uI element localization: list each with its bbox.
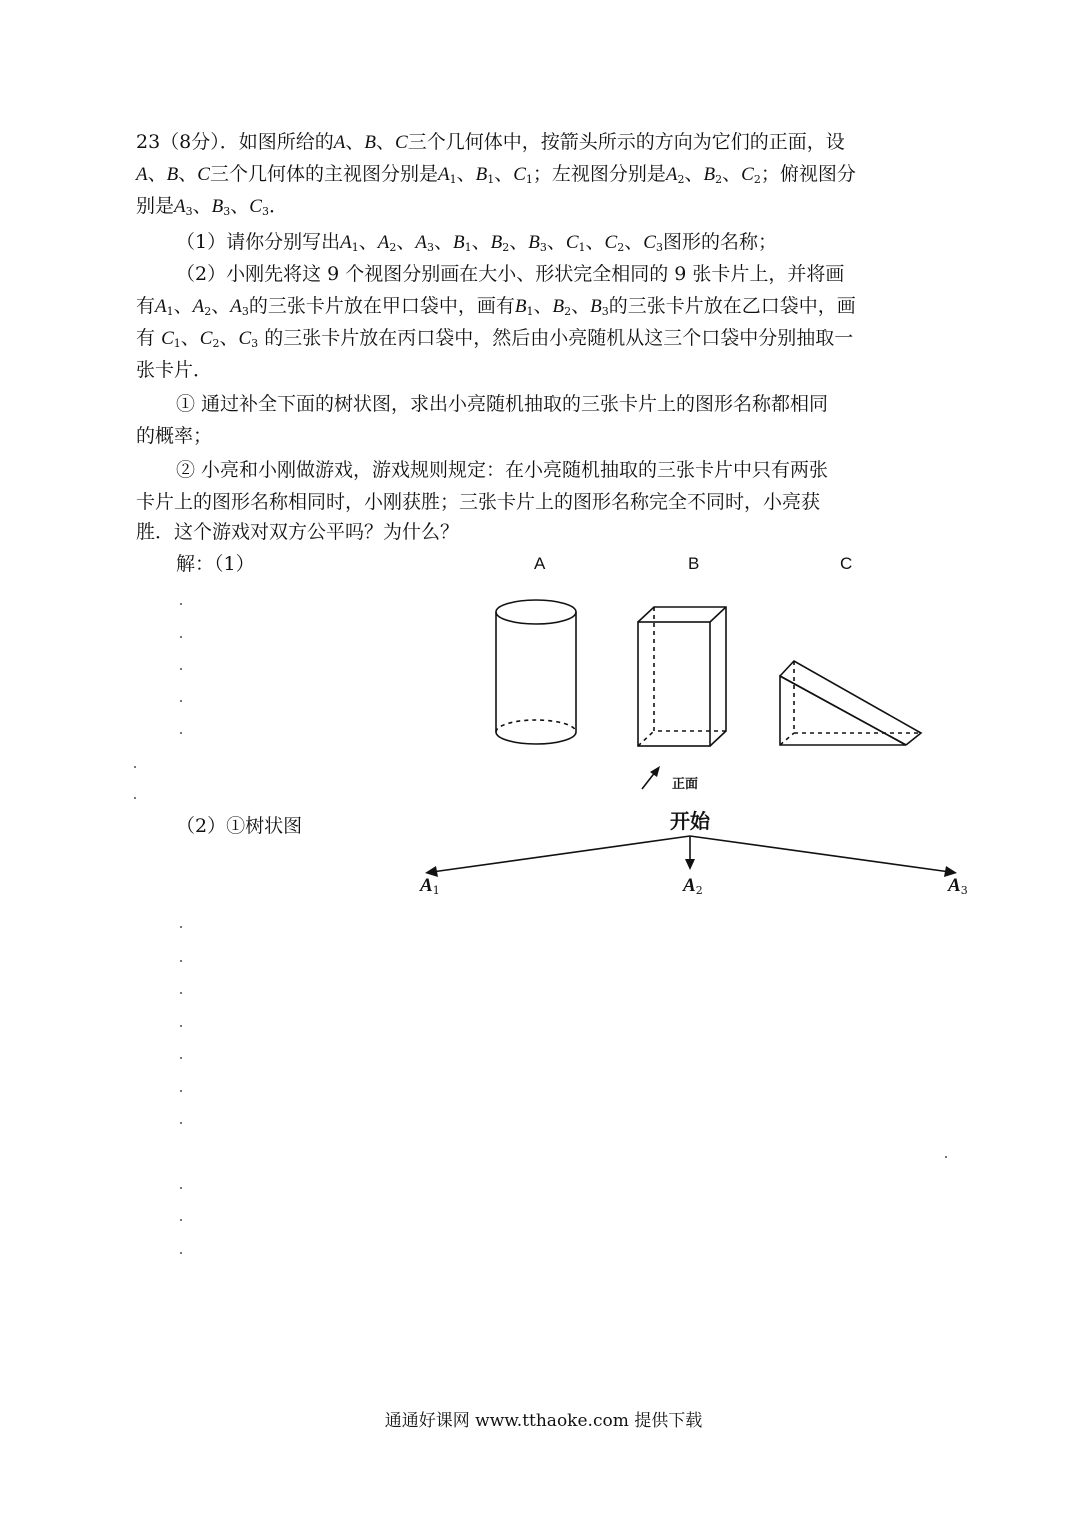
- letter: C: [199, 328, 213, 349]
- text: 张卡片．: [136, 359, 213, 381]
- node-letter: A: [948, 875, 961, 896]
- speck: [180, 1025, 182, 1027]
- letter: B: [452, 232, 465, 253]
- letter: A: [415, 232, 427, 253]
- page-footer: 通通好课网 www.tthaoke.com 提供下载: [384, 1411, 703, 1431]
- text: 解：（1）: [176, 553, 255, 575]
- speck: [180, 700, 182, 702]
- question-2-line-2: 有$A_1$、$A_2$、$A_3$的三张卡片放在甲口袋中，画有$B_1$、$B_2$、$B_3$的三张卡片放在乙口袋中，画: [136, 295, 856, 318]
- speck: [180, 960, 182, 962]
- text: ；俯视图分: [760, 163, 856, 185]
- text: 的三张卡片放在甲口袋中，画有: [248, 295, 515, 317]
- letter: C: [161, 328, 174, 349]
- speck: [134, 766, 136, 768]
- tree-node-a2: [683, 874, 703, 897]
- speck: [180, 636, 182, 638]
- letter: C: [249, 196, 262, 217]
- text: 胜．这个游戏对双方公平吗？为什么？: [136, 521, 460, 543]
- prism-shape: [638, 607, 726, 746]
- letter: A: [377, 232, 390, 253]
- letter: C: [741, 164, 754, 185]
- speck: [180, 1187, 182, 1189]
- problem-line-2: A、B、C三个几何体的主视图分别是$A_1$、$B_1$、$C_1$；左视图分别是$A_2$、$B_2$、$C_2$；俯视图分: [136, 163, 856, 186]
- text: 的三张卡片放在乙口袋中，画: [608, 295, 856, 317]
- solid-label-c: C: [840, 554, 853, 573]
- speck: [180, 732, 182, 734]
- triangular-prism-shape: [780, 661, 921, 745]
- letter: A: [230, 296, 242, 317]
- text: 有: [136, 295, 156, 317]
- letter: B: [514, 296, 527, 317]
- node-letter: A: [420, 875, 433, 896]
- question-2-line-3: 有 $C_1$、$C_2$、$C_3$ 的三张卡片放在丙口袋中，然后由小亮随机从这三个口袋中分别抽取一: [136, 327, 854, 350]
- node-sub: 3: [960, 884, 968, 897]
- letters: A: [333, 132, 346, 153]
- letter: B: [590, 296, 602, 317]
- tree-node-a1: [420, 874, 440, 897]
- speck: [945, 1156, 947, 1158]
- letter: C: [197, 164, 210, 185]
- speck: [180, 603, 182, 605]
- letter: A: [136, 164, 148, 185]
- arrow-head-middle: [685, 859, 695, 870]
- text: 有: [136, 327, 156, 349]
- speck: [180, 668, 182, 670]
- node-letter: A: [683, 875, 696, 896]
- letter: B: [166, 164, 179, 185]
- front-label: 正面: [672, 777, 699, 792]
- problem-number: 23（8分）．: [136, 131, 239, 153]
- letter: A: [155, 296, 167, 317]
- question-1: （1）请你分别写出$A_1$、$A_2$、$A_3$、$B_1$、$B_2$、$B_3$、$C_1$、$C_2$、$C_3$图形的名称；: [176, 231, 777, 254]
- text: （2）①树状图: [176, 815, 303, 837]
- letter: B: [364, 132, 377, 153]
- text: 三个几何体中，按箭头所示的方向为它们的正面，设: [407, 131, 845, 153]
- problem-line-1: 23（8分）．如图所给的A、B、C三个几何体中，按箭头所示的方向为它们的正面，设: [136, 131, 845, 153]
- letter: C: [395, 132, 408, 153]
- letter: B: [211, 196, 224, 217]
- letter: B: [703, 164, 716, 185]
- speck: [134, 797, 136, 799]
- letter: B: [528, 232, 540, 253]
- solid-label-b: B: [688, 554, 700, 573]
- cylinder-shape: [496, 600, 576, 744]
- letter: C: [643, 232, 656, 253]
- text: （1）请你分别写出: [176, 231, 341, 253]
- text: ① 通过补全下面的树状图，求出小亮随机抽取的三张卡片上的图形名称都相同: [176, 393, 829, 415]
- text: 如图所给的: [238, 131, 334, 153]
- speck: [180, 1090, 182, 1092]
- tree-start: 开始: [670, 809, 710, 833]
- text: （2）小刚先将这 9 个视图分别画在大小、形状完全相同的 9 张卡片上，并将画: [176, 263, 845, 285]
- speck: [180, 1057, 182, 1059]
- speck: [180, 1252, 182, 1254]
- text: 卡片上的图形名称相同时，小刚获胜；三张卡片上的图形名称完全不同时，小亮获: [136, 491, 821, 513]
- letter: C: [604, 232, 618, 253]
- speck: [180, 1122, 182, 1124]
- letter: C: [513, 164, 526, 185]
- letter: A: [437, 164, 450, 185]
- node-sub: 2: [695, 884, 703, 897]
- letter: A: [174, 196, 186, 217]
- letter: C: [565, 232, 579, 253]
- letter: A: [340, 232, 352, 253]
- node-sub: 1: [432, 884, 440, 897]
- letter: B: [552, 296, 565, 317]
- text: 的三张卡片放在丙口袋中，然后由小亮随机从这三个口袋中分别抽取一: [264, 327, 854, 349]
- text: ；左视图分别是: [532, 163, 666, 185]
- speck: [180, 1219, 182, 1221]
- letter: B: [490, 232, 503, 253]
- front-arrow-head: [650, 766, 660, 777]
- text: ② 小亮和小刚做游戏，游戏规则规定：在小亮随机抽取的三张卡片中只有两张: [176, 459, 829, 481]
- solid-label-a: A: [534, 554, 546, 573]
- letter: C: [238, 328, 252, 349]
- speck: [180, 992, 182, 994]
- speck: [180, 926, 182, 928]
- problem-line-3: 别是$A_3$、$B_3$、$C_3$．: [136, 195, 288, 218]
- letter: A: [665, 164, 678, 185]
- text: 别是: [136, 195, 175, 217]
- letter: B: [475, 164, 488, 185]
- text: 的概率；: [136, 425, 213, 447]
- text: 三个几何体的主视图分别是: [209, 163, 438, 185]
- text: 图形的名称；: [662, 231, 777, 253]
- tree-node-a3: [948, 874, 968, 897]
- letter: A: [192, 296, 205, 317]
